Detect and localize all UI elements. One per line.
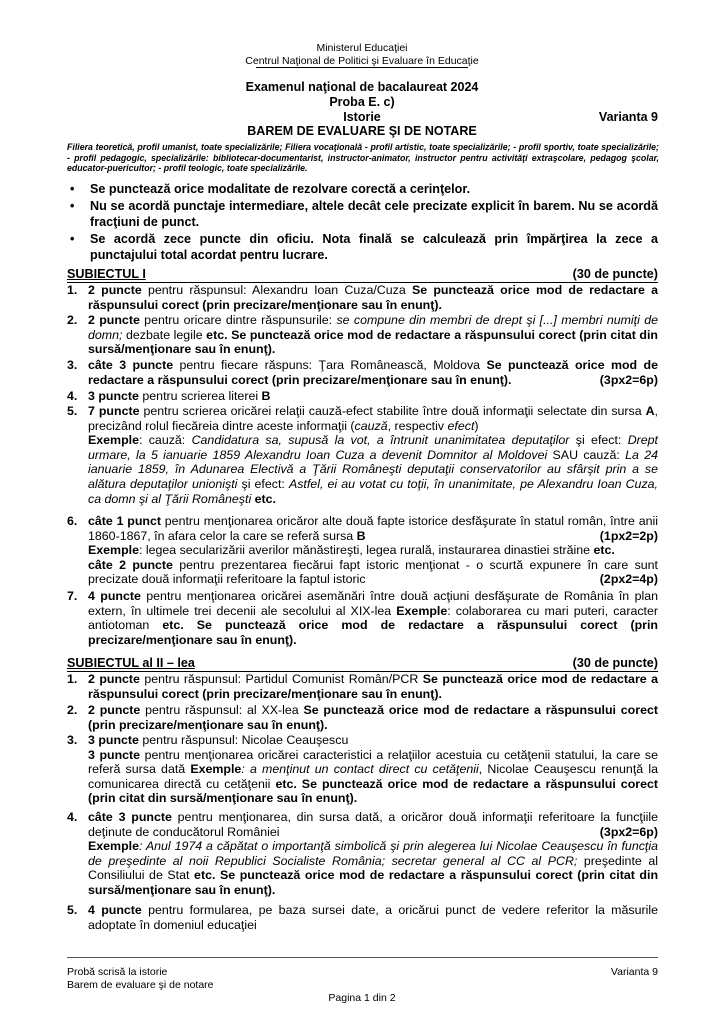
header-divider: [256, 67, 468, 68]
section-heading-1: SUBIECTUL I (30 de puncte): [67, 267, 658, 281]
footer-variant: Varianta 9: [610, 966, 658, 978]
score-formula: (3px2=6p): [599, 372, 658, 387]
page-number: Pagina 1 din 2: [328, 992, 396, 1004]
answer-item-4: 4. 3 puncte pentru scrierea literei B: [67, 389, 271, 403]
variant-label: Varianta 9: [598, 110, 658, 124]
answer-item-5: 5. 7 puncte pentru scrierea oricărei relaţii cauză-efect stabilite între două informaţii selectate din sursa A, precizând rolul fiecăreia dintre aceste informaţii (cauză, respectiv efect) Exemple: cauză: Candidatura sa, supusă la vot, a întrunit unanimitatea deputaţilor şi efect: Drept urmare, la 5 ianuarie 1859 Alexandru Ioan Cuza a devenit Domnitor al Moldovei SAU cauză: La 24 ianuarie 1859, în Adunarea Electivă a Ţării Româneşti deputaţii conservatorilor au sfârşit prin a se alătura deputaţilor unionişti şi efect: Astfel, ei au votat cu toţii, în unanimitate, pe Alexandru Ioan Cuza, ca domn şi al Ţării Româneşti etc.: [67, 404, 659, 506]
rule-item: • Se acordă zece puncte din oficiu. Nota finală se calculează prin împărţirea la zece a punctajului total acordat pentru lucrare.: [70, 232, 658, 262]
answer-item-7: 7. 4 puncte pentru menţionarea oricărei asemănări între două acţiuni desfăşurate de România în plan extern, în ultimele trei decenii ale secolului al XIX-lea Exemple: colaborarea cu mari puteri, caracter antiotoman etc. Se punctează orice mod de redactare a răspunsului corect (prin precizare/menţionare sau în enunţ).: [67, 589, 658, 647]
footer-subject: Probă scrisă la istorie: [67, 966, 168, 978]
ministry-name: Ministerul Educaţiei: [316, 42, 408, 54]
proba-label: Proba E. c): [329, 95, 395, 109]
answer-item-4: 4. câte 3 puncte pentru menţionarea, din sursa dată, a oricăror două informaţii referitoare la funcţiile deţinute de conducătorul României (3px2=6p) Exemple: Anul 1974 a căpătat o importanţă simbolică şi prin alegerea lui Nicolae Ceauşescu în funcţia de preşedinte al noii Republici Socialiste România; secretar general al CC al PCR; preşedinte al Consiliului de Stat etc. Se punctează orice mod de redactare a răspunsului corect (prin citat din sursă/menţionare sau în enunţ).: [67, 810, 659, 897]
answer-item-6: 6. câte 1 punct pentru menţionarea oricăror alte două fapte istorice desfăşurate în statul român, între anii 1860-1867, în afara celor la care se referă sursa B (1px2=2p) Exemple: legea secularizării averilor mănăstireşti, legea rurală, instaurarea dinastiei străine etc. câte 2 puncte pentru prezentarea fiecărui fapt istoric menţionat - o scurtă expunere în care sunt precizate două informaţii referitoare la faptul istoric (2px2=4p): [67, 514, 658, 587]
answer-item-5: 5. 4 puncte pentru formularea, pe baza sursei date, a oricărui punct de vedere referitor la măsurile adoptate în domeniul educaţiei: [67, 903, 658, 932]
score-formula: (1px2=2p): [599, 528, 658, 543]
filiera-text: Filiera teoretică, profil umanist, toate specializările; Filiera vocaţională - profil artistic, toate specializările; - profil sportiv, toate specializările; - profil pedagogic, specializările: bibliotecar-documentarist, instructor-animator, instructor pentru activităţi extraşcolare, pedagog şcolar, educator-puericultor; - profil teologic, toate specializările.: [67, 142, 659, 174]
center-name: Centrul Naţional de Politici şi Evaluare în Educaţie: [245, 55, 479, 67]
rule-item: • Se punctează orice modalitate de rezolvare corectă a cerinţelor.: [70, 182, 471, 196]
barem-title: BAREM DE EVALUARE ŞI DE NOTARE: [247, 124, 477, 138]
exam-title: Examenul naţional de bacalaureat 2024: [245, 80, 479, 94]
answer-item-3: 3. câte 3 puncte pentru fiecare răspuns: Ţara Românească, Moldova Se punctează orice mod de redactare a răspunsului corect (prin precizare/menţionare sau în enunţ). (3px2=6p): [67, 358, 658, 387]
score-formula: (3px2=6p): [599, 824, 658, 839]
section-heading-2: SUBIECTUL al II – lea (30 de puncte): [67, 656, 658, 670]
answer-item-1: 1. 2 puncte pentru răspunsul: Partidul Comunist Român/PCR Se punctează orice mod de redactare a răspunsului corect (prin precizare/menţionare sau în enunţ).: [67, 672, 658, 701]
subject-label: Istorie: [343, 110, 381, 124]
footer-doc-type: Barem de evaluare şi de notare: [67, 979, 214, 991]
score-formula: (2px2=4p): [599, 572, 658, 587]
rule-item: • Nu se acordă punctaje intermediare, altele decât cele precizate explicit în barem. Nu se acordă fracţiuni de punct.: [70, 199, 658, 229]
answer-item-2: 2. 2 puncte pentru răspunsul: al XX-lea Se punctează orice mod de redactare a răspunsului corect (prin precizare/menţionare sau în enunţ).: [67, 703, 658, 732]
answer-item-1: 1. 2 puncte pentru răspunsul: Alexandru Ioan Cuza/Cuza Se punctează orice mod de redactare a răspunsului corect (prin precizare/menţionare sau în enunţ).: [67, 283, 658, 312]
footer-divider: [67, 957, 658, 958]
answer-item-2: 2. 2 puncte pentru oricare dintre răspunsurile: se compune din membri de drept şi [...] membri numiţi de domn; dezbate legile etc. Se punctează orice mod de redactare a răspunsului corect (prin citat din sursă/menţionare sau în enunţ).: [67, 313, 658, 357]
answer-item-3: 3. 3 puncte pentru răspunsul: Nicolae Ceauşescu 3 puncte pentru menţionarea oricărei caracteristici a relaţiilor acestuia cu cetăţenii statului, la care se referă sursa dată Exemple: a menţinut un contact direct cu cetăţenii, Nicolae Ceauşescu renunţă la comunicarea directă cu cetăţenii etc. Se punctează orice mod de redactare a răspunsului corect (prin citat din sursă/menţionare sau în enunţ).: [67, 733, 659, 806]
